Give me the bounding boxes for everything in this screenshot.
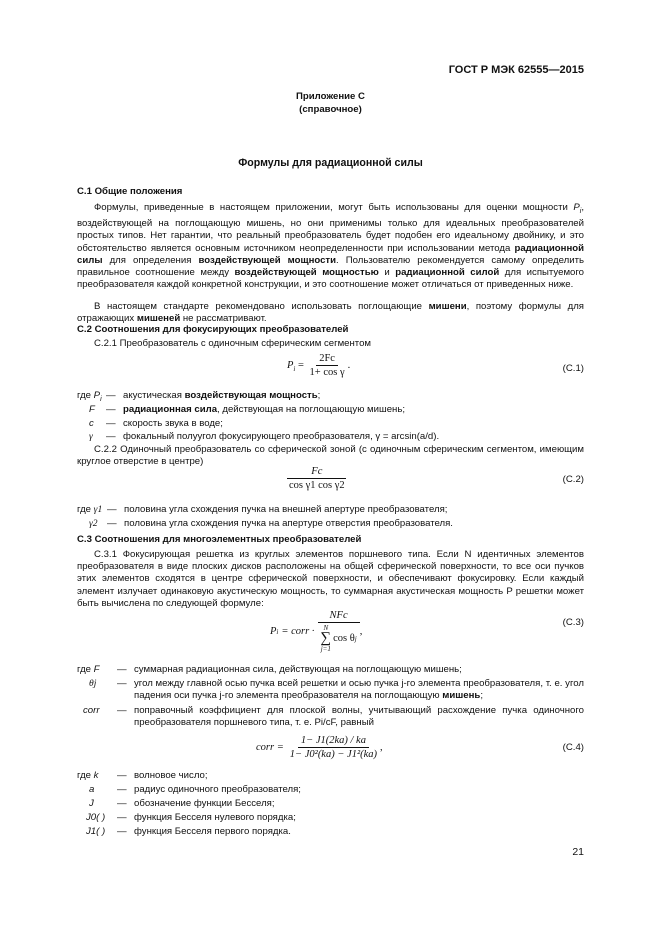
paragraph-c2-1: С.2.1 Преобразователь с одиночным сферическим сегментом — [94, 338, 372, 349]
paragraph-c1-2 — [77, 301, 584, 325]
def-symbol: J0( ) — [86, 812, 106, 823]
eq-comma: , — [359, 626, 363, 637]
def-row — [77, 784, 584, 798]
def-symbol: γ1 — [93, 504, 103, 515]
def-symbol: J1( ) — [86, 826, 106, 837]
def-text: суммарная радиационная сила, действующая на поглощающую мишень; — [134, 664, 462, 675]
section-heading-c2: С.2 Соотношения для фокусирующих преобразователей — [77, 324, 349, 335]
equation-label-c4: (С.4) — [562, 742, 584, 753]
eq-corr: = corr · — [281, 626, 315, 637]
sigma-icon: ∑ — [320, 630, 332, 646]
eq-denominator — [317, 623, 359, 653]
eq-lhs: P — [270, 626, 277, 637]
def-row — [77, 705, 584, 732]
def-text: радиус одиночного преобразователя; — [134, 784, 301, 795]
sum-operator — [320, 624, 331, 653]
def-list-3 — [77, 664, 584, 732]
def-row — [77, 404, 584, 418]
def-prefix: где — [77, 664, 94, 675]
standard-header: ГОСТ Р МЭК 62555—2015 — [448, 64, 584, 76]
def-text — [123, 404, 405, 416]
text-run: для испытуемого преобразователя каждой конкретной конструкции, и это соотношение может отличаться от приведенных ниже. — [77, 266, 585, 291]
def-row — [77, 678, 584, 705]
def-prefix: где — [77, 504, 94, 515]
term-radiation-force: радиационной силой — [395, 266, 500, 278]
def-symbol: γ2 — [89, 517, 98, 529]
dash: — — [117, 677, 127, 689]
def-sub: i — [100, 395, 102, 403]
eq-lhs: P — [287, 359, 294, 371]
def-bold: радиационная сила — [123, 403, 218, 415]
eq-lhs-sub: i — [276, 627, 279, 636]
term-acting-power: воздействующей мощности — [198, 254, 337, 266]
dash: — — [117, 704, 127, 716]
def-run: акустическая — [123, 390, 185, 401]
def-row — [77, 664, 584, 678]
symbol-p: P — [573, 202, 580, 213]
def-symbol: γ — [89, 431, 93, 443]
def-prefix: где — [77, 770, 94, 781]
page-number: 21 — [572, 846, 584, 858]
def-text — [134, 678, 584, 702]
section-heading-c3: С.3 Соотношения для многоэлементных преобразователей — [77, 534, 362, 545]
def-row — [77, 518, 584, 532]
dash: — — [117, 664, 127, 675]
dash: — — [117, 798, 127, 809]
eq-lhs-sub: i — [293, 365, 296, 373]
dash: — — [117, 784, 127, 795]
paragraph-c3-1: С.3.1 Фокусирующая решетка из круглых элементов поршневого типа. Если N идентичных элементов преобразователя в виде плоских дисков расположены на общей сферической поверхности, то все оси пучков этих элементов сходятся в центре сферической поверхности, и обеспечивают фокусировку. Если каждый элемент излучает одинаковую акустическую мощность, то суммарная акустическая мощность P решетки может быть вычислена по следующей формуле: — [77, 549, 584, 609]
paragraph-c2-2: С.2.2 Одиночный преобразователь со сферической зоной (с одиночным сферическим сегментом, имеющим круглое отверстие в центре) — [77, 444, 584, 468]
def-text — [123, 390, 320, 402]
eq-denominator: 1− J0²(ka) − J1²(ka) — [289, 749, 378, 760]
equation-c2 — [286, 466, 348, 491]
eq-period: . — [347, 359, 351, 371]
text-run: не рассматривают. — [180, 313, 267, 325]
dash: — — [106, 403, 116, 415]
equation-label-c2: (С.2) — [562, 474, 584, 485]
def-prefix: где — [77, 390, 94, 401]
eq-equals: = — [298, 359, 304, 371]
text-run: . Пользователю рекомендуется самому определить правильное соотношение между — [77, 254, 584, 278]
eq-fraction — [286, 466, 348, 491]
eq-fraction — [307, 353, 348, 378]
eq-numerator: 2Fc — [316, 353, 338, 366]
dash: — — [107, 517, 117, 529]
def-list-2 — [77, 504, 584, 532]
text-run: Формулы, приведенные в настоящем приложении, могут быть использованы для оценки мощности — [94, 202, 574, 213]
eq-fraction — [287, 735, 380, 760]
eq-numerator: 1− J1(2ka) / ka — [298, 735, 369, 748]
def-symbol: k — [93, 770, 99, 781]
def-text: фокальный полуугол фокусирующего преобразователя, γ = arcsin(a/d). — [123, 431, 440, 443]
def-bold: воздействующая мощность — [184, 390, 318, 401]
def-text: скорость звука в воде; — [123, 417, 223, 429]
def-run: угол между главной осью пучка всей решетки и осью пучка j-го элемента преобразователя, т. е. угол падения оси пучка j-го элемента преобразователя на поглощающую — [134, 677, 584, 701]
term-radiation-force: радиационной силы — [77, 242, 584, 266]
equation-c4 — [256, 735, 383, 760]
sum-sub: j — [354, 634, 357, 643]
sum-bottom: j=1 — [320, 645, 331, 653]
def-symbol: θj — [89, 677, 97, 689]
def-row — [77, 826, 584, 840]
def-row — [77, 390, 584, 404]
equation-label-c3: (С.3) — [562, 617, 584, 628]
equation-label-c1: (С.1) — [562, 363, 584, 374]
eq-numerator: NFc — [318, 610, 360, 623]
equation-c3 — [270, 610, 362, 653]
def-symbol: P — [93, 390, 101, 401]
dash: — — [117, 826, 127, 837]
def-text: функция Бесселя нулевого порядка; — [134, 812, 296, 823]
def-row — [77, 812, 584, 826]
dash: — — [117, 770, 127, 781]
def-row — [77, 770, 584, 784]
dash: — — [106, 417, 116, 429]
sum-term: cos θ — [333, 633, 355, 644]
term-acting-power: воздействующей мощностью — [234, 266, 379, 278]
text-run: и — [378, 266, 396, 278]
def-row — [77, 418, 584, 432]
appendix-subtitle: (справочное) — [299, 104, 362, 115]
def-text: половина угла схождения пучка на апертуре отверстия преобразователя. — [124, 517, 453, 529]
term-targets: мишеней — [136, 313, 181, 325]
def-run: ; — [480, 689, 483, 701]
sum-top: N — [323, 624, 329, 632]
def-symbol: a — [89, 784, 95, 795]
section-heading-c1: С.1 Общие положения — [77, 186, 183, 197]
def-run: , действующая на поглощающую мишень; — [217, 403, 406, 415]
def-list-1 — [77, 390, 584, 445]
eq-comma: , — [380, 742, 383, 753]
main-title: Формулы для радиационной силы — [238, 157, 423, 169]
eq-lhs: corr = — [256, 742, 284, 753]
dash: — — [106, 431, 116, 443]
text-run: для определения — [102, 254, 199, 266]
def-row — [77, 798, 584, 812]
dash: — — [117, 812, 127, 823]
def-text: половина угла схождения пучка на внешней апертуре преобразователя; — [124, 504, 448, 515]
def-text: обозначение функции Бесселя; — [134, 798, 275, 809]
text-run: В настоящем стандарте рекомендовано использовать поглощающие — [94, 301, 429, 312]
def-symbol: J — [89, 798, 94, 809]
def-row — [77, 504, 584, 518]
term-targets: мишени — [428, 301, 467, 312]
text-run: , воздействующей на поглощающую мишень, но они применимы только для идеальных преобразователей простых типов. Нет гарантии, что реальный преобразователь будет подобен его идеальному двойнику, и это обстоятельство является основным источником неопределенности при использовании метода — [77, 202, 584, 254]
def-run: ; — [317, 390, 321, 401]
appendix-title: Приложение С — [296, 91, 365, 102]
def-symbol: F — [89, 403, 95, 415]
eq-denominator: cos γ1 cos γ2 — [289, 480, 345, 491]
def-symbol: c — [89, 417, 94, 429]
paragraph-c1-1 — [77, 202, 584, 291]
text-run: , поэтому формулы для отражающих — [77, 301, 584, 325]
def-text: функция Бесселя первого порядка. — [134, 826, 291, 837]
dash: — — [106, 390, 116, 401]
def-symbol: corr — [83, 704, 100, 716]
def-text: поправочный коэффициент для плоской волны, учитывающий расхождение пучка одиночного преобразователя поршневого типа, т. е. Pi/cF, равный — [134, 704, 584, 728]
eq-denominator: 1+ cos γ — [309, 367, 345, 378]
eq-numerator: Fc — [287, 466, 346, 479]
equation-c1 — [287, 353, 350, 378]
def-list-4 — [77, 770, 584, 840]
def-bold: мишень — [442, 689, 481, 701]
dash: — — [107, 504, 117, 515]
eq-fraction — [317, 610, 359, 653]
subscript: i — [579, 207, 582, 215]
def-symbol: F — [93, 664, 100, 675]
def-text: волновое число; — [134, 770, 208, 781]
